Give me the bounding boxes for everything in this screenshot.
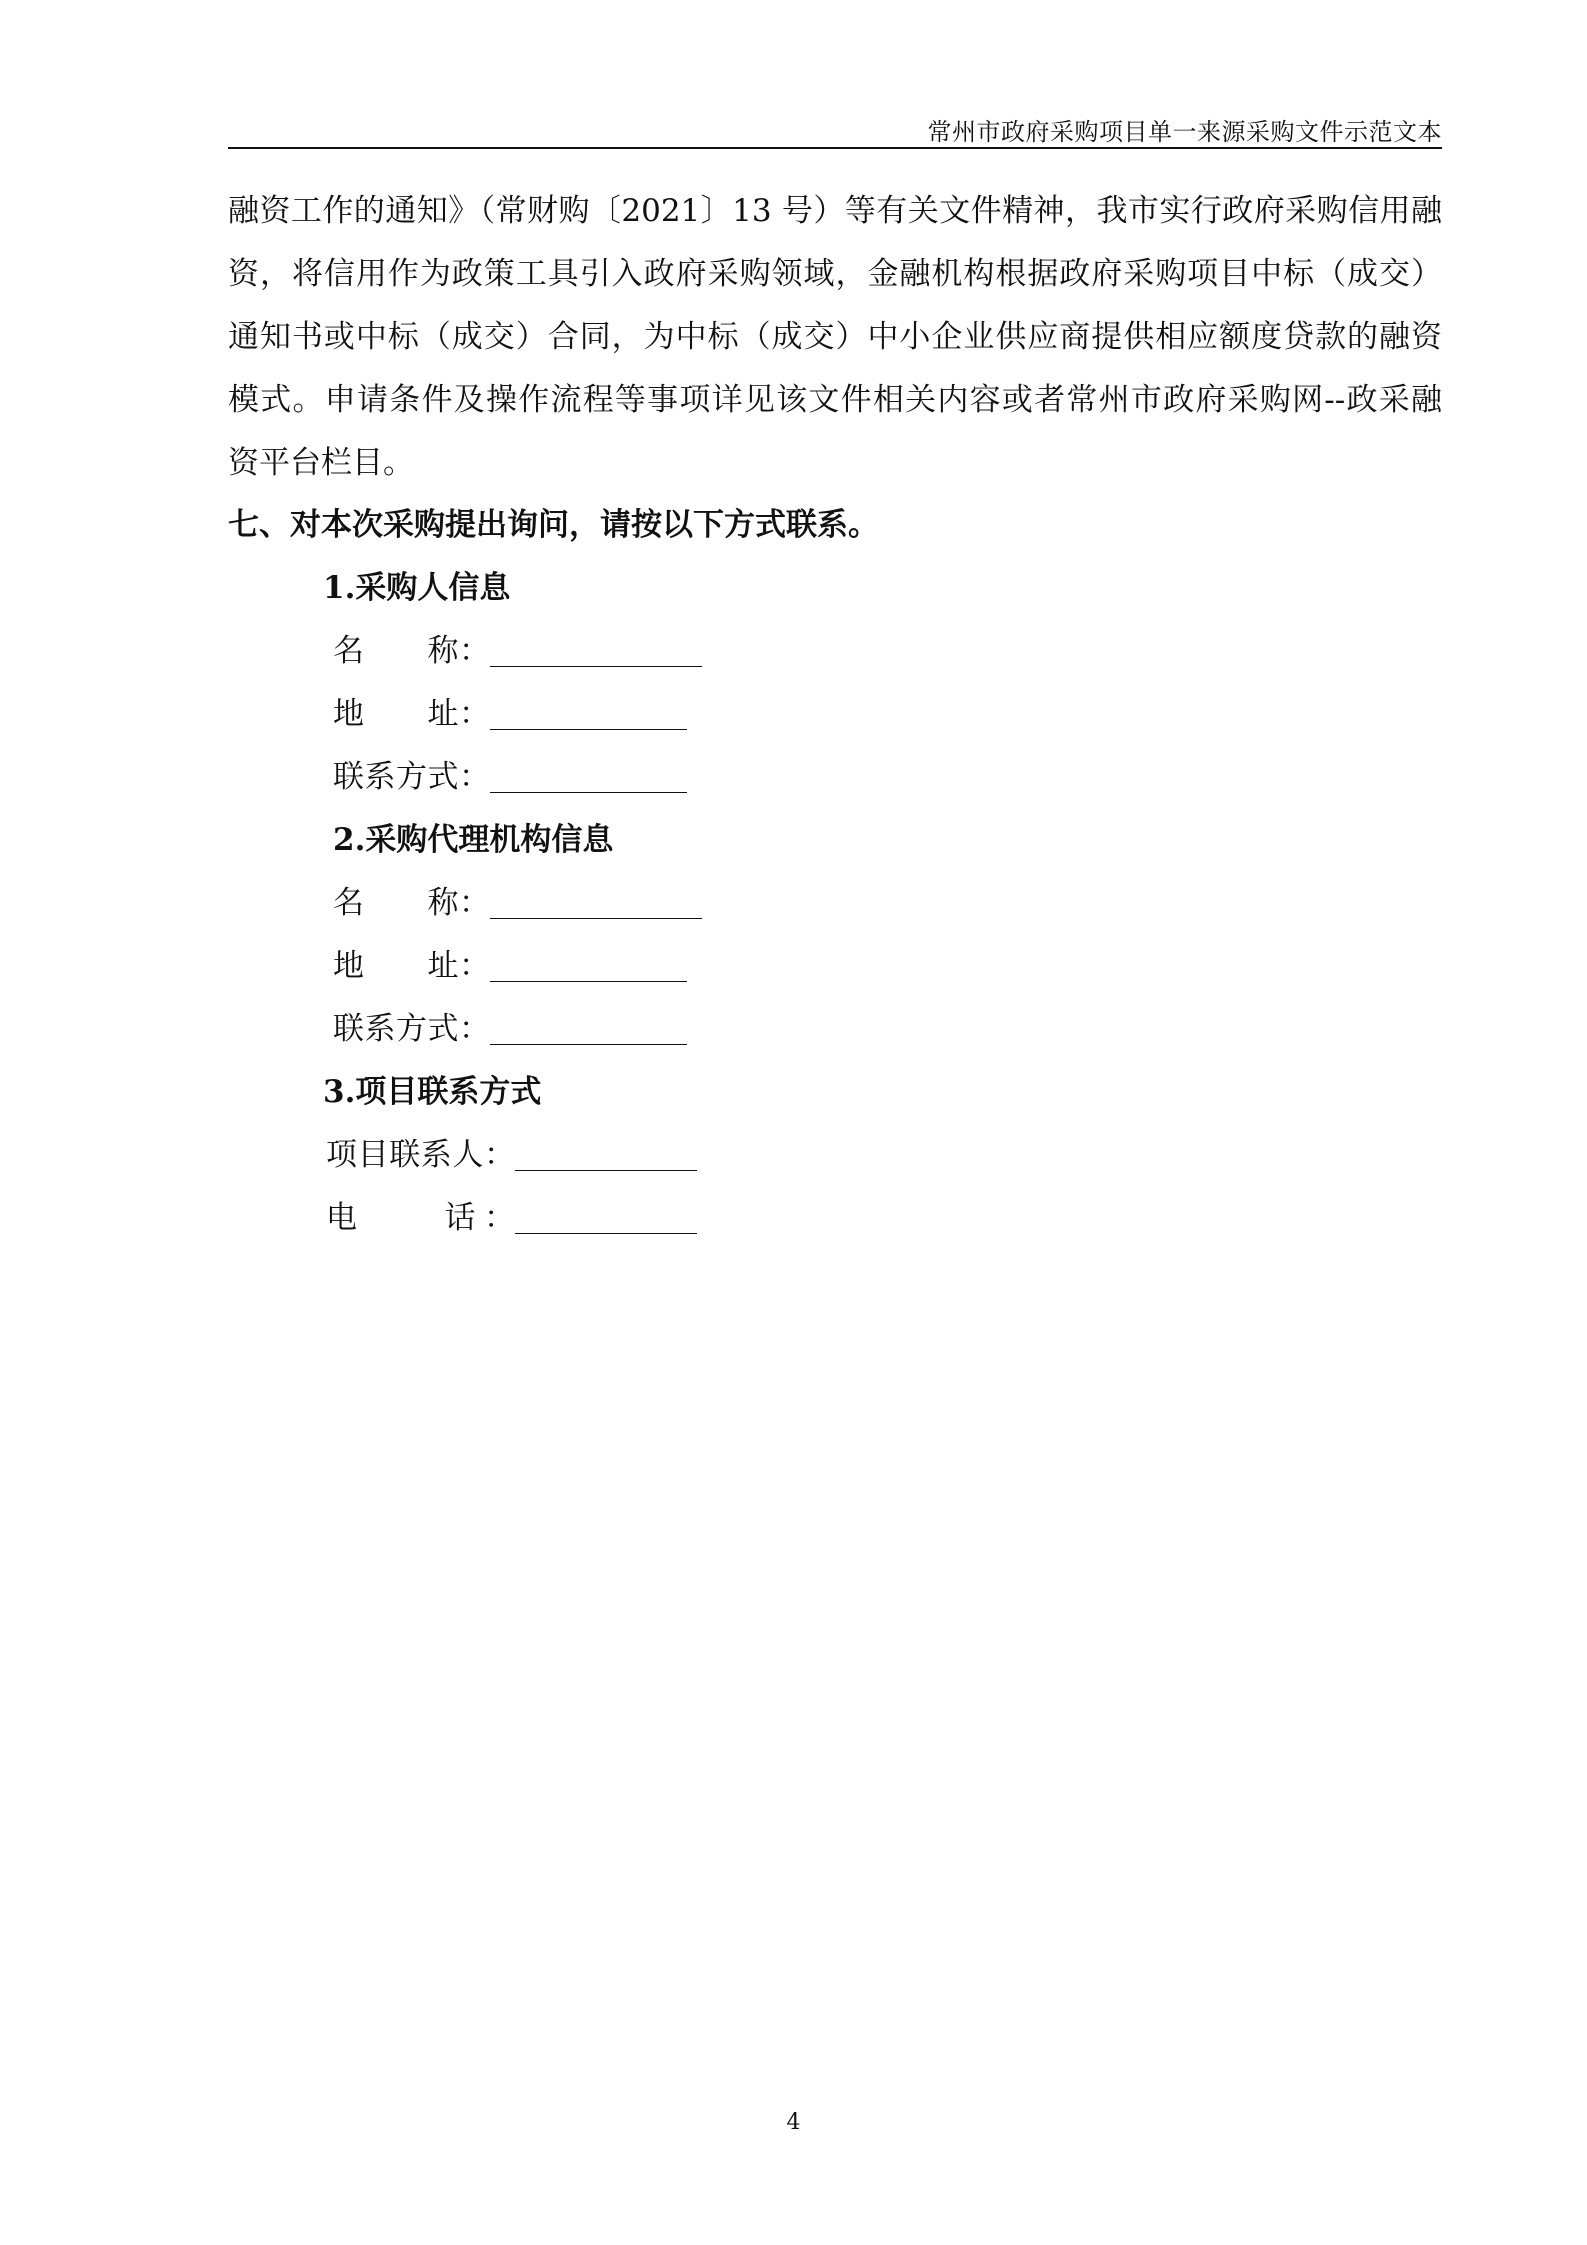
section-7-heading: 七、对本次采购提出询问，请按以下方式联系。 bbox=[228, 507, 879, 543]
project-phone-blank[interactable] bbox=[515, 1201, 697, 1234]
page-number: 4 bbox=[786, 2110, 801, 2135]
project-phone-row bbox=[326, 1198, 697, 1238]
purchaser-address-row bbox=[333, 694, 687, 734]
paragraph-line-3: 通知书或中标（成交）合同，为中标（成交）中小企业供应商提供相应额度贷款的融资 bbox=[228, 319, 1442, 355]
header-rule bbox=[228, 147, 1442, 149]
purchaser-name-label: 名 称： bbox=[333, 633, 490, 669]
agency-contact-blank[interactable] bbox=[490, 1012, 687, 1045]
agency-name-label: 名 称： bbox=[333, 885, 490, 921]
purchaser-name-row bbox=[333, 631, 702, 671]
paragraph-line-1: 融资工作的通知》（常财购〔2021〕13 号）等有关文件精神，我市实行政府采购信用融 bbox=[228, 193, 1442, 229]
agency-info-heading: 2.采购代理机构信息 bbox=[333, 822, 614, 858]
agency-name-blank[interactable] bbox=[490, 886, 702, 919]
purchaser-name-blank[interactable] bbox=[490, 634, 702, 667]
project-contact-person-blank[interactable] bbox=[515, 1138, 697, 1171]
purchaser-info-heading: 1.采购人信息 bbox=[323, 570, 511, 606]
agency-contact-row bbox=[333, 1009, 687, 1049]
agency-address-row bbox=[333, 946, 687, 986]
purchaser-address-label: 地 址： bbox=[333, 696, 490, 732]
project-contact-person-label: 项目联系人： bbox=[326, 1137, 515, 1173]
agency-address-label: 地 址： bbox=[333, 948, 490, 984]
project-contact-person-row bbox=[326, 1135, 697, 1175]
purchaser-address-blank[interactable] bbox=[490, 697, 687, 730]
agency-address-blank[interactable] bbox=[490, 949, 687, 982]
purchaser-contact-blank[interactable] bbox=[490, 760, 687, 793]
agency-contact-label: 联系方式： bbox=[333, 1011, 490, 1047]
purchaser-contact-label: 联系方式： bbox=[333, 759, 490, 795]
project-phone-label: 电 话： bbox=[326, 1200, 515, 1236]
paragraph-line-2: 资，将信用作为政策工具引入政府采购领域，金融机构根据政府采购项目中标（成交） bbox=[228, 256, 1442, 292]
agency-name-row bbox=[333, 883, 702, 923]
running-header: 常州市政府采购项目单一来源采购文件示范文本 bbox=[927, 118, 1442, 146]
purchaser-contact-row bbox=[333, 757, 687, 797]
project-contact-heading: 3.项目联系方式 bbox=[323, 1074, 542, 1110]
paragraph-line-4: 模式。申请条件及操作流程等事项详见该文件相关内容或者常州市政府采购网--政采融 bbox=[228, 382, 1442, 418]
paragraph-line-5: 资平台栏目。 bbox=[228, 445, 414, 481]
